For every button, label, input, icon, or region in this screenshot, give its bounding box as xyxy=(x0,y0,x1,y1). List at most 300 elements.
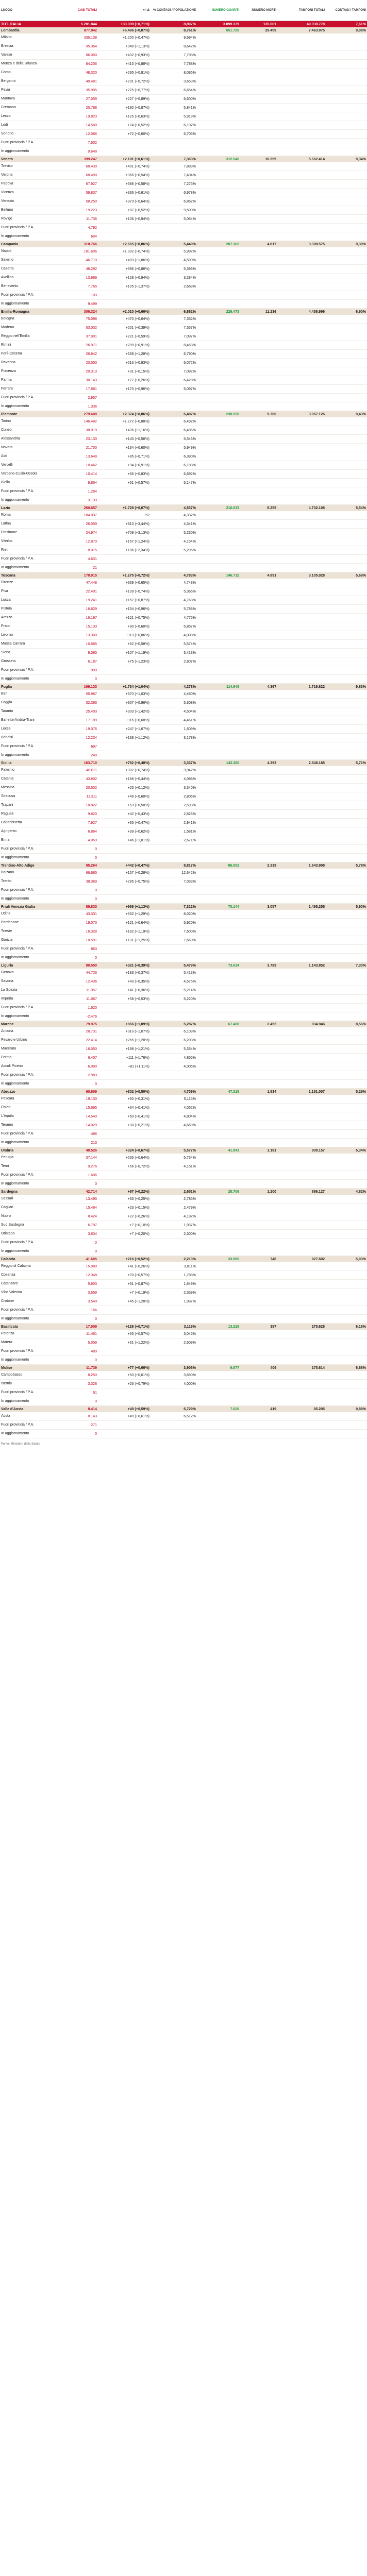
province-cell: +192 (+1,19%) xyxy=(98,927,151,936)
total-cell: TOT. ITALIA xyxy=(0,21,61,28)
province-row xyxy=(0,587,367,596)
empty-cell xyxy=(240,919,277,927)
province-cell: Mantova xyxy=(0,95,61,104)
empty-cell xyxy=(277,180,326,189)
total-cell: 5.281.844 xyxy=(61,21,98,28)
empty-cell xyxy=(277,33,326,42)
empty-cell xyxy=(240,1430,277,1438)
province-row xyxy=(0,537,367,546)
empty-cell xyxy=(326,877,367,886)
province-cell: Siena xyxy=(0,649,61,657)
region-cell: 260.657 xyxy=(61,505,98,512)
region-row xyxy=(0,27,367,33)
empty-cell xyxy=(326,265,367,274)
empty-cell xyxy=(326,1315,367,1324)
province-cell: Fuori provincia / P.A. xyxy=(0,1421,61,1430)
empty-cell xyxy=(326,640,367,649)
empty-cell xyxy=(326,60,367,69)
empty-cell xyxy=(277,435,326,444)
region-cell: 4,278% xyxy=(151,684,197,690)
empty-cell xyxy=(277,1139,326,1147)
region-cell: 9,43% xyxy=(326,411,367,418)
empty-cell xyxy=(277,766,326,775)
empty-cell xyxy=(240,707,277,716)
province-cell: 15.484 xyxy=(61,1204,98,1212)
empty-cell xyxy=(197,1004,240,1012)
empty-cell xyxy=(277,827,326,836)
region-cell: 909.157 xyxy=(277,1147,326,1154)
province-row xyxy=(0,51,367,60)
province-cell: 22.401 xyxy=(61,587,98,596)
province-cell: 19.076 xyxy=(61,725,98,734)
province-cell: +49 (+0,61%) xyxy=(98,1412,151,1421)
province-cell: La Spezia xyxy=(0,986,61,995)
province-cell: 1,997% xyxy=(151,1297,197,1306)
province-row xyxy=(0,854,367,862)
empty-cell xyxy=(240,1045,277,1054)
empty-cell xyxy=(326,605,367,614)
province-cell: 5,949% xyxy=(151,444,197,452)
province-cell: 2,359% xyxy=(151,1289,197,1297)
province-row xyxy=(0,1371,367,1380)
province-cell: 8.250 xyxy=(61,1371,98,1380)
empty-cell xyxy=(326,367,367,376)
empty-cell xyxy=(277,564,326,572)
province-row xyxy=(0,919,367,927)
province-cell: 8,086% xyxy=(151,69,197,77)
region-cell: 169.133 xyxy=(61,684,98,690)
empty-cell xyxy=(197,511,240,520)
region-cell: +986 (+1,13%) xyxy=(98,904,151,910)
province-cell xyxy=(98,402,151,411)
province-cell: 4,052% xyxy=(151,1104,197,1112)
province-row xyxy=(0,1338,367,1347)
province-cell: 1.294 xyxy=(61,487,98,496)
province-cell: 7.765 xyxy=(61,282,98,291)
empty-cell xyxy=(277,265,326,274)
province-row xyxy=(0,256,367,265)
region-row xyxy=(0,684,367,690)
province-row xyxy=(0,546,367,555)
empty-cell xyxy=(326,827,367,836)
province-row xyxy=(0,675,367,684)
empty-cell xyxy=(240,1212,277,1221)
province-cell: 2,807% xyxy=(151,657,197,666)
empty-cell xyxy=(326,95,367,104)
province-cell: 23.550 xyxy=(61,359,98,367)
empty-cell xyxy=(326,376,367,385)
empty-cell xyxy=(277,555,326,564)
province-row xyxy=(0,579,367,587)
province-cell: 38.369 xyxy=(61,877,98,886)
empty-cell xyxy=(197,919,240,927)
empty-cell xyxy=(197,402,240,411)
region-cell: 9,39% xyxy=(326,241,367,248)
empty-cell xyxy=(277,649,326,657)
region-row xyxy=(0,904,367,910)
province-cell xyxy=(151,1347,197,1356)
region-cell: Umbria xyxy=(0,1147,61,1154)
region-cell: 6.255 xyxy=(240,505,277,512)
province-row xyxy=(0,1397,367,1406)
empty-cell xyxy=(277,977,326,986)
empty-cell xyxy=(326,162,367,171)
province-cell: 4,461% xyxy=(151,716,197,725)
province-cell xyxy=(98,1239,151,1247)
province-cell: Verona xyxy=(0,171,61,180)
province-cell: +131 (+1,25%) xyxy=(98,936,151,945)
province-cell: +336 (+0,61%) xyxy=(98,189,151,197)
empty-cell xyxy=(197,121,240,130)
province-cell: 19.070 xyxy=(61,919,98,927)
empty-cell xyxy=(277,189,326,197)
province-cell: 46.719 xyxy=(61,256,98,265)
empty-cell xyxy=(197,300,240,309)
province-cell: Vibo Valentia xyxy=(0,1289,61,1297)
empty-cell xyxy=(197,690,240,699)
province-cell: Rovigo xyxy=(0,215,61,224)
empty-cell xyxy=(326,315,367,324)
region-cell: 7,312% xyxy=(151,904,197,910)
region-cell: 2,213% xyxy=(151,1256,197,1263)
province-row xyxy=(0,402,367,411)
province-cell: 8.143 xyxy=(61,1412,98,1421)
empty-cell xyxy=(326,1380,367,1388)
province-cell: 0 xyxy=(61,675,98,684)
empty-cell xyxy=(277,282,326,291)
region-cell: 229.473 xyxy=(197,309,240,315)
empty-cell xyxy=(240,895,277,904)
empty-cell xyxy=(326,699,367,707)
province-cell: In aggiornamento xyxy=(0,751,61,760)
empty-cell xyxy=(197,1162,240,1171)
empty-cell xyxy=(197,189,240,197)
province-cell: 5,097% xyxy=(151,385,197,394)
empty-cell xyxy=(197,895,240,904)
empty-cell xyxy=(240,675,277,684)
province-cell: Imperia xyxy=(0,995,61,1004)
empty-cell xyxy=(197,1204,240,1212)
province-row xyxy=(0,631,367,640)
province-cell xyxy=(98,954,151,962)
province-cell: 486 xyxy=(61,1130,98,1139)
province-cell: 48.011 xyxy=(61,766,98,775)
province-cell: 2,479% xyxy=(151,1204,197,1212)
empty-cell xyxy=(240,555,277,564)
region-cell: 6,862% xyxy=(151,309,197,315)
province-cell: 5,220% xyxy=(151,995,197,1004)
province-cell: Firenze xyxy=(0,579,61,587)
province-cell: 4,541% xyxy=(151,520,197,529)
province-cell: Pistoia xyxy=(0,605,61,614)
empty-cell xyxy=(277,725,326,734)
province-cell: 15.133 xyxy=(61,622,98,631)
province-cell: +265 (+1,20%) xyxy=(98,1036,151,1045)
empty-cell xyxy=(197,394,240,402)
region-cell: 5,03% xyxy=(326,1256,367,1263)
province-cell: 6.090 xyxy=(61,1062,98,1071)
region-cell: 9,83% xyxy=(326,684,367,690)
province-cell: +570 (+1,03%) xyxy=(98,690,151,699)
province-cell: 1,788% xyxy=(151,1271,197,1280)
province-cell: Pordenone xyxy=(0,919,61,927)
province-cell: In aggiornamento xyxy=(0,1356,61,1365)
region-cell: +442 (+0,47%) xyxy=(98,862,151,869)
province-cell: 22.414 xyxy=(61,1036,98,1045)
empty-cell xyxy=(326,197,367,206)
province-cell: Monza e della Brianza xyxy=(0,60,61,69)
province-cell: 10.462 xyxy=(61,461,98,470)
empty-cell xyxy=(277,350,326,359)
empty-cell xyxy=(326,324,367,332)
province-cell xyxy=(151,402,197,411)
empty-cell xyxy=(277,919,326,927)
region-cell: 70.144 xyxy=(197,904,240,910)
province-cell: 181.606 xyxy=(61,247,98,256)
empty-cell xyxy=(240,417,277,426)
province-row xyxy=(0,707,367,716)
empty-cell xyxy=(197,801,240,810)
empty-cell xyxy=(240,845,277,854)
province-cell: Sud Sardegna xyxy=(0,1221,61,1230)
province-cell: 11.357 xyxy=(61,986,98,995)
province-cell xyxy=(151,1080,197,1089)
province-cell: 7.602 xyxy=(61,139,98,147)
empty-cell xyxy=(277,936,326,945)
empty-cell xyxy=(240,385,277,394)
province-row xyxy=(0,836,367,845)
province-row xyxy=(0,766,367,775)
empty-cell xyxy=(240,1012,277,1021)
province-cell: 6,203% xyxy=(151,1036,197,1045)
province-cell: 3,690% xyxy=(151,1371,197,1380)
province-cell: 5,413% xyxy=(151,969,197,977)
empty-cell xyxy=(326,1071,367,1080)
empty-cell xyxy=(326,1397,367,1406)
region-cell: Abruzzo xyxy=(0,1089,61,1095)
empty-cell xyxy=(326,792,367,801)
province-cell: +46 (+1,01%) xyxy=(98,836,151,845)
empty-cell xyxy=(240,470,277,479)
empty-cell xyxy=(240,197,277,206)
province-cell: 7,889% xyxy=(151,162,197,171)
province-row xyxy=(0,69,367,77)
empty-cell xyxy=(326,147,367,156)
empty-cell xyxy=(197,631,240,640)
province-cell: Como xyxy=(0,69,61,77)
province-cell: +1.272 (+0,88%) xyxy=(98,417,151,426)
province-cell: 604 xyxy=(61,232,98,241)
province-cell: 6,600% xyxy=(151,95,197,104)
empty-cell xyxy=(326,1430,367,1438)
province-cell xyxy=(98,1421,151,1430)
region-cell: 279.600 xyxy=(61,411,98,418)
province-cell: Taranto xyxy=(0,707,61,716)
region-cell: 3.967.126 xyxy=(277,411,326,418)
province-cell: 6,692% xyxy=(151,470,197,479)
region-cell: +1.275 (+0,72%) xyxy=(98,572,151,579)
province-cell xyxy=(151,1139,197,1147)
province-row xyxy=(0,291,367,300)
region-cell: 9.877 xyxy=(197,1365,240,1371)
province-cell: +209 (+0,91%) xyxy=(98,341,151,350)
province-row xyxy=(0,564,367,572)
province-row xyxy=(0,1330,367,1338)
province-row xyxy=(0,197,367,206)
province-cell: 4,192% xyxy=(151,1212,197,1221)
province-cell: 19.823 xyxy=(61,112,98,121)
province-cell xyxy=(151,1130,197,1139)
province-cell: 4,768% xyxy=(151,596,197,605)
province-cell: 7,357% xyxy=(151,324,197,332)
empty-cell xyxy=(277,675,326,684)
region-cell: 312.546 xyxy=(197,156,240,163)
province-cell: 16.197 xyxy=(61,614,98,622)
region-cell: 2.339 xyxy=(240,862,277,869)
empty-cell xyxy=(277,1347,326,1356)
region-cell: 7.626 xyxy=(197,1406,240,1413)
province-row xyxy=(0,969,367,977)
empty-cell xyxy=(197,969,240,977)
empty-cell xyxy=(197,1139,240,1147)
empty-cell xyxy=(240,631,277,640)
province-cell: 0 xyxy=(61,1315,98,1324)
empty-cell xyxy=(277,605,326,614)
province-row xyxy=(0,394,367,402)
province-cell: 43.331 xyxy=(61,910,98,919)
province-cell xyxy=(98,1130,151,1139)
province-cell: Fuori provincia / P.A. xyxy=(0,139,61,147)
empty-cell xyxy=(240,810,277,819)
province-cell: Venezia xyxy=(0,197,61,206)
region-cell: 2,651% xyxy=(151,1189,197,1195)
province-row xyxy=(0,341,367,350)
empty-cell xyxy=(326,42,367,51)
province-cell: 5,396% xyxy=(151,265,197,274)
empty-cell xyxy=(240,1054,277,1062)
province-cell: 6,790% xyxy=(151,350,197,359)
province-cell: Fuori provincia / P.A. xyxy=(0,1306,61,1315)
empty-cell xyxy=(197,1330,240,1338)
province-row xyxy=(0,206,367,215)
empty-cell xyxy=(277,587,326,596)
region-cell: 877.842 xyxy=(61,27,98,33)
source-note-row xyxy=(0,1438,367,1448)
region-cell: 17.009 xyxy=(61,1324,98,1330)
province-cell xyxy=(151,300,197,309)
province-cell: +157 (+0,87%) xyxy=(98,596,151,605)
province-cell: +7 (+0,20%) xyxy=(98,1230,151,1239)
empty-cell xyxy=(277,1080,326,1089)
province-cell: +366 (+0,54%) xyxy=(98,171,151,180)
empty-cell xyxy=(277,376,326,385)
province-cell: In aggiornamento xyxy=(0,402,61,411)
province-row xyxy=(0,1347,367,1356)
empty-cell xyxy=(277,520,326,529)
province-row xyxy=(0,1045,367,1054)
empty-cell xyxy=(277,1315,326,1324)
empty-cell xyxy=(277,1212,326,1221)
region-cell: 41.841 xyxy=(197,1147,240,1154)
empty-cell xyxy=(326,1012,367,1021)
province-cell: 30.143 xyxy=(61,376,98,385)
empty-cell xyxy=(197,605,240,614)
province-cell: 38.019 xyxy=(61,426,98,435)
province-row xyxy=(0,1262,367,1271)
empty-cell xyxy=(277,479,326,487)
empty-cell xyxy=(197,1112,240,1121)
province-cell: +183 (+0,37%) xyxy=(98,969,151,977)
province-row xyxy=(0,690,367,699)
province-cell: 5,918% xyxy=(151,112,197,121)
province-cell: +227 (+0,89%) xyxy=(98,95,151,104)
empty-cell xyxy=(197,1289,240,1297)
empty-cell xyxy=(277,461,326,470)
province-cell: 5,295% xyxy=(151,546,197,555)
province-cell xyxy=(151,487,197,496)
province-row xyxy=(0,496,367,505)
province-cell: 3.659 xyxy=(61,1289,98,1297)
empty-cell xyxy=(326,1036,367,1045)
province-row xyxy=(0,265,367,274)
province-cell: Frosinone xyxy=(0,529,61,537)
province-cell: 7,092% xyxy=(151,367,197,376)
region-cell: Valle d'Aosta xyxy=(0,1406,61,1413)
empty-cell xyxy=(277,1239,326,1247)
province-cell: +302 (+0,74%) xyxy=(98,766,151,775)
province-cell: 5,147% xyxy=(151,479,197,487)
empty-cell xyxy=(326,742,367,751)
province-cell: 14.540 xyxy=(61,1112,98,1121)
empty-cell xyxy=(197,725,240,734)
empty-cell xyxy=(197,376,240,385)
province-cell xyxy=(151,954,197,962)
empty-cell xyxy=(197,1080,240,1089)
empty-cell xyxy=(197,1262,240,1271)
region-cell: +302 (+0,50%) xyxy=(98,1089,151,1095)
empty-cell xyxy=(240,42,277,51)
province-cell xyxy=(151,1356,197,1365)
empty-cell xyxy=(197,555,240,564)
empty-cell xyxy=(197,666,240,675)
province-cell: +60 (+0,41%) xyxy=(98,1112,151,1121)
region-cell: 6,729% xyxy=(151,1406,197,1413)
region-cell: Campania xyxy=(0,241,61,248)
empty-cell xyxy=(277,1012,326,1021)
empty-cell xyxy=(240,1306,277,1315)
empty-cell xyxy=(277,784,326,792)
province-cell: In aggiornamento xyxy=(0,564,61,572)
region-cell: 306.324 xyxy=(61,309,98,315)
province-row xyxy=(0,180,367,189)
province-row xyxy=(0,332,367,341)
empty-cell xyxy=(240,690,277,699)
province-cell xyxy=(151,224,197,232)
empty-cell xyxy=(240,614,277,622)
province-cell: 0 xyxy=(61,845,98,854)
empty-cell xyxy=(197,587,240,596)
province-row xyxy=(0,945,367,954)
empty-cell xyxy=(197,564,240,572)
region-cell: 4,82% xyxy=(326,1189,367,1195)
province-cell: 9,694% xyxy=(151,33,197,42)
empty-cell xyxy=(326,1347,367,1356)
empty-cell xyxy=(240,927,277,936)
empty-cell xyxy=(240,1004,277,1012)
empty-cell xyxy=(277,819,326,827)
empty-cell xyxy=(197,112,240,121)
province-cell: +111 (+1,76%) xyxy=(98,1054,151,1062)
